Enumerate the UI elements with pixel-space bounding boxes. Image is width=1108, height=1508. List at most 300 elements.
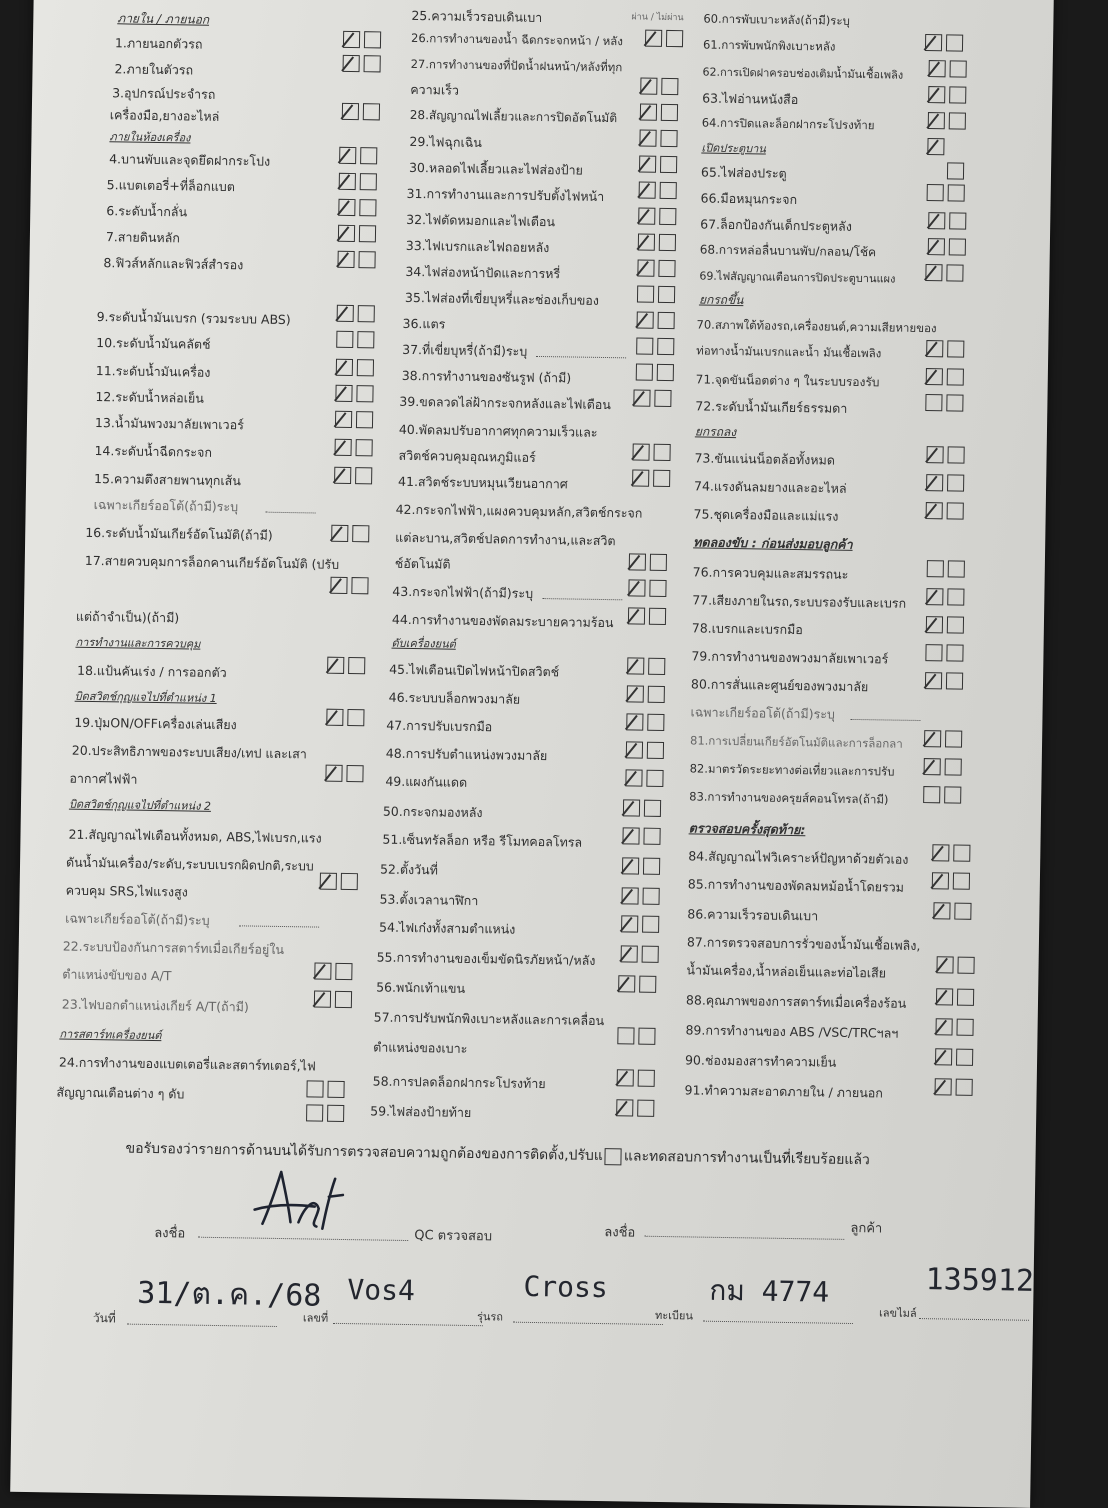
pass-checkbox[interactable] [335,385,352,402]
item-16-checkboxes[interactable] [331,525,369,543]
item-41-checkboxes[interactable] [632,469,670,487]
certify-checkbox[interactable] [605,1148,622,1165]
pass-checkbox[interactable] [645,30,662,47]
fail-checkbox[interactable] [957,989,974,1006]
pass-checkbox[interactable] [924,730,941,747]
item-11-checkboxes[interactable] [336,359,374,377]
item-89-checkboxes[interactable] [935,1018,973,1036]
pass-checkbox[interactable] [623,799,640,816]
item-71-checkboxes[interactable] [926,368,964,386]
fail-checkbox[interactable] [360,147,377,164]
pass-checkbox[interactable] [926,446,943,463]
pass-checkbox[interactable] [935,1048,952,1065]
qc-signature [244,1165,355,1247]
fail-checkbox[interactable] [946,644,963,661]
item-84-checkboxes[interactable] [932,844,970,862]
pass-checkbox[interactable] [926,588,943,605]
pass-checkbox[interactable] [936,956,953,973]
pass-checkbox[interactable] [638,234,655,251]
pass-checkbox[interactable] [626,741,643,758]
item-18: 18.แป้นคันเร่ง / การออกตัว [76,662,227,681]
fail-checkbox[interactable] [660,156,677,173]
item-83-checkboxes[interactable] [923,786,961,804]
pass-checkbox[interactable] [628,579,645,596]
item-88-checkboxes[interactable] [936,988,974,1006]
pass-checkbox[interactable] [618,975,635,992]
item-18-checkboxes[interactable] [327,657,365,675]
item-82-checkboxes[interactable] [924,758,962,776]
item-4-checkboxes[interactable] [339,147,377,165]
fail-checkbox[interactable] [356,385,373,402]
item-15: 15.ความตึงสายพานทุกเส้น [93,470,241,489]
pass-checkbox[interactable] [632,469,649,486]
fail-checkbox[interactable] [947,588,964,605]
pass-checkbox[interactable] [928,86,945,103]
fail-checkbox[interactable] [945,730,962,747]
item-57-checkboxes[interactable] [617,1027,655,1045]
item-87-checkboxes[interactable] [936,956,974,974]
fail-checkbox[interactable] [650,554,667,571]
pass-checkbox[interactable] [621,887,638,904]
fail-checkbox[interactable] [647,742,664,759]
pass-checkbox[interactable] [926,474,943,491]
item-12-checkboxes[interactable] [335,385,373,403]
item-26-checkboxes[interactable] [645,30,683,48]
pass-checkbox[interactable] [334,467,351,484]
pass-checkbox[interactable] [947,162,964,179]
fail-checkbox[interactable] [946,672,963,689]
item-58-checkboxes[interactable] [617,1069,655,1087]
item-59-checkboxes[interactable] [616,1099,654,1117]
item-34: 34.ไฟส่องหน้าปัดและการหรี่ [405,263,561,282]
fail-checkbox[interactable] [956,1019,973,1036]
section-heading-drive: การทำงานและการควบคุม [75,635,201,651]
item-46-checkboxes[interactable] [627,685,665,703]
fail-checkbox[interactable] [944,786,961,803]
pass-checkbox[interactable] [925,644,942,661]
item-21-checkboxes[interactable] [320,873,358,891]
item-24-cont: สัญญาณเตือนต่าง ๆ ดับ [56,1084,185,1102]
item-3-checkboxes[interactable] [342,103,380,121]
fail-checkbox[interactable] [638,1070,655,1087]
item-45-checkboxes[interactable] [627,657,665,675]
item-85-checkboxes[interactable] [932,872,970,890]
pass-checkbox[interactable] [339,147,356,164]
pass-checkbox[interactable] [639,182,656,199]
fail-checkbox[interactable] [355,467,372,484]
pass-checkbox[interactable] [929,60,946,77]
item-68-checkboxes[interactable] [928,238,966,256]
pass-checkbox[interactable] [927,138,944,155]
fail-checkbox[interactable] [351,577,368,594]
fail-checkbox[interactable] [356,411,373,428]
pass-checkbox[interactable] [331,525,348,542]
pass-checkbox[interactable] [621,915,638,932]
pass-checkbox[interactable] [622,827,639,844]
item-79-checkboxes[interactable] [925,644,963,662]
pass-checkbox[interactable] [627,657,644,674]
pass-checkbox[interactable] [927,560,944,577]
item-23-checkboxes[interactable] [314,991,352,1009]
pass-checkbox[interactable] [639,130,656,147]
fail-checkbox[interactable] [357,359,374,376]
fail-checkbox[interactable] [950,60,967,77]
fail-checkbox[interactable] [327,1081,344,1098]
pass-checkbox[interactable] [335,439,352,456]
item-21-note-line [239,925,319,927]
pass-checkbox[interactable] [628,607,645,624]
pass-checkbox[interactable] [622,857,639,874]
fail-checkbox[interactable] [658,260,675,277]
fail-checkbox[interactable] [358,305,375,322]
fail-checkbox[interactable] [661,104,678,121]
item-72-checkboxes[interactable] [925,394,963,412]
pass-checkbox[interactable] [617,1069,634,1086]
pass-checkbox[interactable] [932,872,949,889]
fail-checkbox[interactable] [949,86,966,103]
fail-checkbox[interactable] [646,770,663,787]
item-31-checkboxes[interactable] [639,182,677,200]
pass-checkbox[interactable] [326,709,343,726]
fail-checkbox[interactable] [358,251,375,268]
item-35-checkboxes[interactable] [637,286,675,304]
pass-checkbox[interactable] [335,411,352,428]
pass-checkbox[interactable] [627,685,644,702]
item-51-checkboxes[interactable] [622,827,660,845]
pass-checkbox[interactable] [933,902,950,919]
fail-checkbox[interactable] [364,55,381,72]
pass-checkbox[interactable] [343,55,360,72]
pass-checkbox[interactable] [325,765,342,782]
item-24-checkboxes[interactable] [306,1080,344,1098]
fail-checkbox[interactable] [661,78,678,95]
item-78: 78.เบรกและเบรกมือ [691,620,803,638]
fail-checkbox[interactable] [953,845,970,862]
pass-checkbox[interactable] [926,502,943,519]
pass-checkbox[interactable] [926,368,943,385]
fail-checkbox[interactable] [639,976,656,993]
pass-checkbox[interactable] [936,988,953,1005]
item-34-checkboxes[interactable] [637,260,675,278]
fail-checkbox[interactable] [947,502,964,519]
item-63-checkboxes[interactable] [928,86,966,104]
pass-checkbox[interactable] [625,769,642,786]
item-11: 11.ระดับน้ำมันเครื่อง [95,363,211,380]
fail-checkbox[interactable] [642,888,659,905]
fail-checkbox[interactable] [657,338,674,355]
pass-checkbox[interactable] [314,963,331,980]
pass-checkbox[interactable] [928,112,945,129]
pass-checkbox[interactable] [338,199,355,216]
pass-checkbox[interactable] [925,34,942,51]
item-10: 10.ระดับน้ำมันคลัตช์ [96,335,211,352]
pass-checkbox[interactable] [932,844,949,861]
item-15-note-line [266,512,316,514]
item-33: 33.ไฟเบรกและไฟถอยหลัง [405,237,550,256]
item-24-checkboxes-2[interactable] [306,1104,344,1122]
fail-checkbox[interactable] [647,714,664,731]
fail-checkbox[interactable] [642,946,659,963]
fail-checkbox[interactable] [357,331,374,348]
item-73: 73.ขันแน่นน็อตล้อทั้งหมด [694,450,836,468]
item-76-checkboxes[interactable] [927,560,965,578]
item-69-checkboxes[interactable] [925,264,963,282]
fail-checkbox[interactable] [954,903,971,920]
item-49-checkboxes[interactable] [625,769,663,787]
fail-checkbox[interactable] [335,991,352,1008]
item-38-checkboxes[interactable] [636,363,674,381]
item-64-checkboxes[interactable] [928,112,966,130]
item-66-checkboxes[interactable] [927,184,965,202]
pass-checkbox[interactable] [636,337,653,354]
item-90-checkboxes[interactable] [935,1048,973,1066]
sign-label-qc: ลงชื่อ [154,1226,186,1242]
fail-checkbox[interactable] [666,30,683,47]
item-47-checkboxes[interactable] [626,713,664,731]
pass-checkbox[interactable] [926,616,943,633]
fail-checkbox[interactable] [660,130,677,147]
item-10-checkboxes[interactable] [336,331,374,349]
item-16: 16.ระดับน้ำมันเกียร์อัตโนมัติ(ถ้ามี) [85,524,273,543]
item-81-checkboxes[interactable] [924,730,962,748]
fail-checkbox[interactable] [648,658,665,675]
fail-checkbox[interactable] [348,657,365,674]
pass-checkbox[interactable] [314,991,331,1008]
pass-checkbox[interactable] [640,104,657,121]
item-39-checkboxes[interactable] [633,389,671,407]
fail-checkbox[interactable] [327,1105,344,1122]
item-40-checkboxes[interactable] [632,443,670,461]
fail-checkbox[interactable] [335,963,352,980]
fail-checkbox[interactable] [956,1079,973,1096]
item-14-checkboxes[interactable] [335,439,373,457]
item-6-checkboxes[interactable] [338,199,376,217]
fail-checkbox[interactable] [359,225,376,242]
pass-checkbox[interactable] [629,553,646,570]
item-2-checkboxes[interactable] [343,55,381,73]
item-28-checkboxes[interactable] [640,104,678,122]
item-30-checkboxes[interactable] [639,156,677,174]
fail-checkbox[interactable] [947,368,964,385]
pass-checkbox[interactable] [633,389,650,406]
item-13-checkboxes[interactable] [335,411,373,429]
item-54-checkboxes[interactable] [621,915,659,933]
item-73-checkboxes[interactable] [926,446,964,464]
pass-checkbox[interactable] [330,577,347,594]
fail-checkbox[interactable] [948,560,965,577]
item-77-checkboxes[interactable] [926,588,964,606]
item-74-checkboxes[interactable] [926,474,964,492]
fail-checkbox[interactable] [653,470,670,487]
item-42-checkboxes[interactable] [629,553,667,571]
pass-checkbox[interactable] [337,251,354,268]
item-19-checkboxes[interactable] [326,709,364,727]
pass-checkbox[interactable] [306,1080,323,1097]
item-5-checkboxes[interactable] [339,173,377,191]
fail-checkbox[interactable] [654,390,671,407]
fail-checkbox[interactable] [949,212,966,229]
item-56-checkboxes[interactable] [618,975,656,993]
item-39: 39.ขดลวดไล่ฝ้ากระจกหลังและไฟเตือน [399,393,611,413]
pass-checkbox[interactable] [632,443,649,460]
fail-checkbox[interactable] [637,1100,654,1117]
pass-checkbox[interactable] [639,156,656,173]
item-29-checkboxes[interactable] [639,130,677,148]
item-50-checkboxes[interactable] [623,799,661,817]
item-67-checkboxes[interactable] [928,212,966,230]
fail-checkbox[interactable] [364,31,381,48]
item-75-checkboxes[interactable] [926,502,964,520]
pass-checkbox[interactable] [640,78,657,95]
item-46: 46.ระบบบล็อกพวงมาลัย [388,689,521,707]
item-62: 62.การเปิดฝาครอบช่องเติมน้ำมันเชื้อเพลิง [702,65,904,82]
fail-checkbox[interactable] [642,916,659,933]
fail-checkbox[interactable] [648,686,665,703]
fail-checkbox[interactable] [945,758,962,775]
item-81: 81.การเปลี่ยนเกียร์อัตโนมัติและการล็อกลา [689,733,903,751]
fail-checkbox[interactable] [947,474,964,491]
item-17-checkboxes[interactable] [330,577,368,595]
item-36-checkboxes[interactable] [637,311,675,329]
item-44-checkboxes[interactable] [628,607,666,625]
fail-checkbox[interactable] [649,580,666,597]
fail-checkbox[interactable] [658,286,675,303]
fail-checkbox[interactable] [946,34,963,51]
item-20-checkboxes[interactable] [325,765,363,783]
pass-checkbox[interactable] [306,1104,323,1121]
pass-checkbox[interactable] [925,264,942,281]
fail-checkbox[interactable] [947,616,964,633]
item-48-checkboxes[interactable] [626,741,664,759]
fail-checkbox[interactable] [363,103,380,120]
pass-checkbox[interactable] [339,173,356,190]
fail-checkbox[interactable] [359,199,376,216]
item-22-cont: ตำแหน่งขับของ A/T [62,966,172,984]
item-80-note-line [850,719,920,721]
item-62-checkboxes[interactable] [929,60,967,78]
fail-checkbox[interactable] [638,1028,655,1045]
pass-checkbox[interactable] [636,363,653,380]
item-37-checkboxes[interactable] [636,337,674,355]
item-61-checkboxes[interactable] [925,34,963,52]
pass-checkbox[interactable] [338,225,355,242]
fail-checkbox[interactable] [644,800,661,817]
fail-checkbox[interactable] [659,234,676,251]
fail-checkbox[interactable] [947,446,964,463]
customer-label: ลูกค้า [850,1220,883,1237]
item-22-checkboxes[interactable] [314,963,352,981]
item-91-checkboxes[interactable] [935,1078,973,1096]
pass-checkbox[interactable] [924,758,941,775]
fail-checkbox[interactable] [347,709,364,726]
pass-checkbox[interactable] [343,31,360,48]
item-52-checkboxes[interactable] [622,857,660,875]
fail-checkbox[interactable] [947,340,964,357]
item-13: 13.น้ำมันพวงมาลัยเพาเวอร์ [94,415,244,433]
open-doors-checkbox[interactable] [927,138,944,155]
fail-checkbox[interactable] [659,208,676,225]
fail-checkbox[interactable] [643,858,660,875]
fail-checkbox[interactable] [346,765,363,782]
fail-checkbox[interactable] [355,439,372,456]
pass-checkbox[interactable] [928,212,945,229]
pass-checkbox[interactable] [337,305,354,322]
pass-checkbox[interactable] [336,359,353,376]
item-78-checkboxes[interactable] [926,616,964,634]
pass-checkbox[interactable] [626,713,643,730]
pass-checkbox[interactable] [616,1099,633,1116]
pass-checkbox[interactable] [638,208,655,225]
fail-checkbox[interactable] [653,444,670,461]
item-1-checkboxes[interactable] [343,31,381,49]
item-33-checkboxes[interactable] [638,234,676,252]
item-43-checkboxes[interactable] [628,579,666,597]
item-80: 80.การสั่นและศูนย์ของพวงมาลัย [690,676,869,695]
fail-checkbox[interactable] [956,1049,973,1066]
item-55-checkboxes[interactable] [621,945,659,963]
pass-checkbox[interactable] [617,1027,634,1044]
pass-checkbox[interactable] [320,873,337,890]
fail-checkbox[interactable] [949,112,966,129]
fail-checkbox[interactable] [949,238,966,255]
pass-checkbox[interactable] [637,286,654,303]
pass-checkbox[interactable] [926,340,943,357]
item-27-checkboxes[interactable] [640,78,678,96]
fail-checkbox[interactable] [657,364,674,381]
sign-label-customer: ลงชื่อ [604,1225,636,1241]
item-32-checkboxes[interactable] [638,208,676,226]
item-8-checkboxes[interactable] [337,251,375,269]
pass-checkbox[interactable] [928,238,945,255]
pass-checkbox[interactable] [336,331,353,348]
item-57-cont: ตำแหน่งของเบาะ [373,1039,468,1056]
item-65-checkboxes[interactable] [947,162,964,179]
pass-checkbox[interactable] [621,945,638,962]
fail-checkbox[interactable] [946,394,963,411]
item-90: 90.ช่องมองสารทำความเย็น [684,1052,837,1070]
pass-checkbox[interactable] [927,184,944,201]
fail-checkbox[interactable] [660,182,677,199]
fail-checkbox[interactable] [957,957,974,974]
fail-checkbox[interactable] [649,608,666,625]
fail-checkbox[interactable] [352,525,369,542]
pass-checkbox[interactable] [935,1018,952,1035]
pass-checkbox[interactable] [637,260,654,277]
item-15-checkboxes[interactable] [334,467,372,485]
fail-checkbox[interactable] [360,173,377,190]
fail-checkbox[interactable] [341,873,358,890]
item-70-checkboxes[interactable] [926,340,964,358]
pass-checkbox[interactable] [925,394,942,411]
pass-checkbox[interactable] [327,657,344,674]
pass-checkbox[interactable] [637,311,654,328]
certification-text-before: ขอรับรองว่ารายการด้านบนได้รับการตรวจสอบความถูกต้องของการติดตั้ง,ปรับแ [125,1140,604,1165]
pass-checkbox[interactable] [925,672,942,689]
item-9-checkboxes[interactable] [337,305,375,323]
pass-checkbox[interactable] [342,103,359,120]
fail-checkbox[interactable] [953,873,970,890]
pass-checkbox[interactable] [935,1078,952,1095]
fail-checkbox[interactable] [658,312,675,329]
item-80-checkboxes[interactable] [925,672,963,690]
item-86-checkboxes[interactable] [933,902,971,920]
pass-checkbox[interactable] [923,786,940,803]
fail-checkbox[interactable] [946,264,963,281]
item-53-checkboxes[interactable] [621,887,659,905]
fail-checkbox[interactable] [948,184,965,201]
item-7-checkboxes[interactable] [338,225,376,243]
fail-checkbox[interactable] [643,828,660,845]
